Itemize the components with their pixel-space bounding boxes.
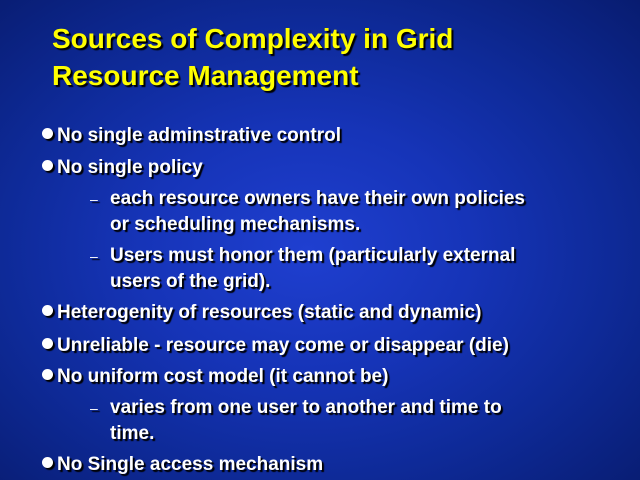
sub-bullet-line: each resource owners have their own policies xyxy=(110,188,525,209)
dash-icon: – xyxy=(90,248,98,264)
bullet-item xyxy=(42,452,323,478)
bullet-text: No single policy xyxy=(57,157,203,178)
dash-icon: – xyxy=(90,400,98,416)
bullet-item xyxy=(42,123,341,149)
bullet-text: Unreliable - resource may come or disappear (die) xyxy=(57,335,509,356)
sub-bullet-line: time. xyxy=(110,423,155,444)
bullet-text: No Single access mechanism xyxy=(57,454,324,475)
sub-bullet-text xyxy=(110,243,515,295)
bullet-item xyxy=(42,364,388,390)
bullet-text: No single adminstrative control xyxy=(57,125,341,146)
sub-bullet-text xyxy=(110,395,502,447)
bullet-icon xyxy=(42,457,53,468)
bullet-text: No uniform cost model (it cannot be) xyxy=(57,366,389,387)
bullet-item xyxy=(42,333,509,359)
sub-bullet-line: or scheduling mechanisms. xyxy=(110,214,361,235)
bullet-text: Heterogenity of resources (static and dynamic) xyxy=(57,302,482,323)
dash-icon: – xyxy=(90,191,98,207)
bullet-item xyxy=(42,155,203,181)
bullet-icon xyxy=(42,305,53,316)
bullet-icon xyxy=(42,128,53,139)
sub-bullet-line: Users must honor them (particularly external xyxy=(110,245,516,266)
title-line-2: Resource Management xyxy=(52,60,359,91)
sub-bullet-line: varies from one user to another and time to xyxy=(110,397,502,418)
bullet-icon xyxy=(42,338,53,349)
title-line-1: Sources of Complexity in Grid xyxy=(52,23,454,54)
bullet-icon xyxy=(42,369,53,380)
bullet-icon xyxy=(42,160,53,171)
bullet-item xyxy=(42,300,481,326)
sub-bullet-text xyxy=(110,186,525,238)
sub-bullet-line: users of the grid). xyxy=(110,271,271,292)
